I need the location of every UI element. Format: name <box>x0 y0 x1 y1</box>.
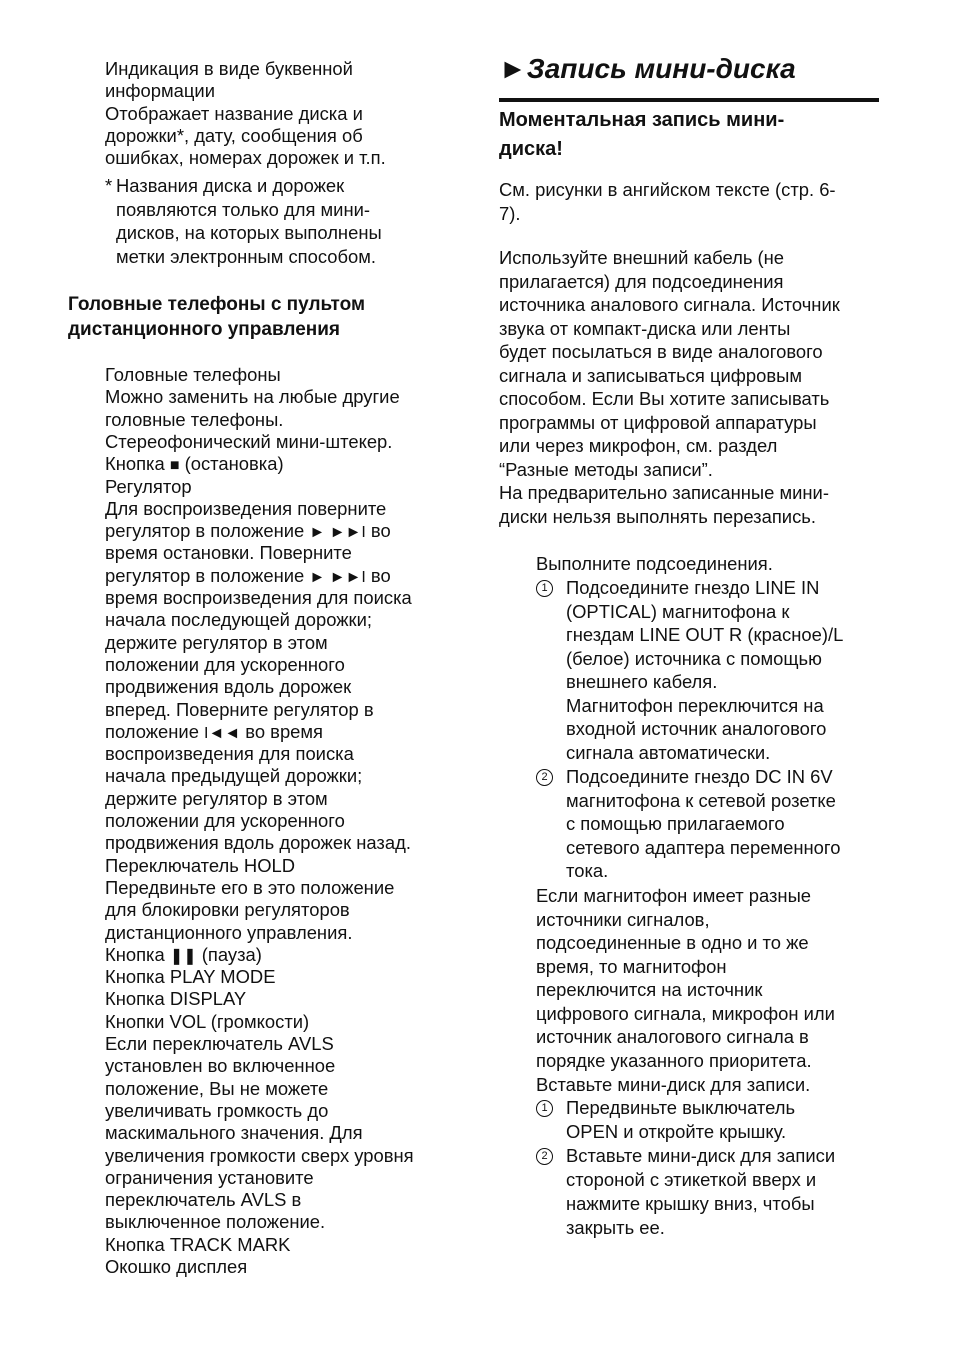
body-line: На предварительно записанные мини- <box>499 482 829 503</box>
step-title: Выполните подсоединения. <box>536 553 773 574</box>
line-text: Переключатель HOLD <box>105 854 296 876</box>
body-line: прилагается) для подсоединения <box>499 270 784 292</box>
headphones-text-line <box>105 1078 328 1100</box>
note-line: цифрового сигнала, микрофон или <box>536 1002 835 1024</box>
line-text: увеличивать громкость до <box>105 1099 329 1121</box>
see-figures-line: 7). <box>499 203 521 224</box>
line-text: регулятор в положение <box>105 564 310 586</box>
control-symbol-icon: ■ <box>169 457 180 475</box>
line-text: время воспроизведения для поиска <box>105 587 412 608</box>
substep-line: внешнего кабеля. <box>566 671 718 692</box>
footnote-mark: * <box>105 175 113 196</box>
body-line: Используйте внешний кабель (не <box>499 247 785 268</box>
headphones-text-line <box>105 899 350 921</box>
footnote-line: дисков, на которых выполнены <box>116 222 382 243</box>
line-text: начала предыдущей дорожки; <box>105 765 363 787</box>
body-line: сигнала и записываться цифровым <box>499 364 802 386</box>
substep-line: Подсоедините гнездо LINE IN <box>566 577 820 598</box>
step-number-icon: 2 <box>536 769 553 786</box>
headphones-text-line <box>105 1100 328 1122</box>
line-text: Кнопки VOL (громкости) <box>105 1010 310 1032</box>
line-text: Можно заменить на любые другие <box>105 386 400 408</box>
headphones-text-line <box>105 364 281 386</box>
line-text: Окошко дисплея <box>105 1256 248 1277</box>
line-text: Регулятор <box>105 475 192 497</box>
line-text: Кнопка <box>105 943 170 965</box>
body-line: или через микрофон, см. раздел <box>499 435 778 456</box>
headphones-text-line <box>105 832 411 854</box>
line-text: во время <box>240 720 324 742</box>
line-text: головные телефоны. <box>105 408 284 430</box>
line-text: (пауза) <box>196 943 262 965</box>
headphones-text-line <box>105 409 283 431</box>
headphones-text-line <box>105 988 246 1010</box>
play-arrow-icon: ► <box>499 53 527 84</box>
line-text: маскимального значения. Для <box>105 1122 363 1144</box>
display-text-line: Индикация в виде буквенной <box>105 58 353 79</box>
headphones-text-line <box>105 676 351 698</box>
section-title <box>499 52 796 86</box>
substep-line: стороной с этикеткой вверх и <box>566 1169 817 1190</box>
substep-line: (OPTICAL) магнитофона к <box>566 600 790 622</box>
substep-line: Вставьте мини-диск для записи <box>566 1145 836 1166</box>
see-figures-line: См. рисунки в ангийском тексте (стр. 6- <box>499 179 836 200</box>
display-text-line: Отображает название диска и <box>105 102 363 124</box>
headphones-text-line <box>105 1145 414 1167</box>
footnote-line: метки электронным способом. <box>116 245 376 267</box>
line-text: положении для ускоренного <box>105 810 345 831</box>
headphones-text-line <box>105 1189 301 1211</box>
subheading: Моментальная запись мини- <box>499 109 785 131</box>
line-text: регулятор в положение <box>105 520 310 542</box>
line-text: Кнопка <box>105 453 170 475</box>
note-line: порядке указанного приоритета. <box>536 1049 812 1071</box>
line-text: продвижения вдоль дорожек <box>105 676 352 698</box>
line-text: во <box>365 564 391 586</box>
body-line: способом. Если Вы хотите записывать <box>499 388 830 409</box>
substep-line: нажмите крышку вниз, чтобы <box>566 1193 815 1214</box>
headphones-text-line <box>105 609 372 631</box>
headphones-text-line <box>105 743 354 765</box>
line-text: установлен во включенное <box>105 1055 336 1077</box>
line-text: продвижения вдоль дорожек назад. <box>105 832 411 854</box>
line-text: Кнопка DISPLAY <box>105 988 247 1010</box>
headphones-text-line <box>105 498 386 520</box>
note-line: источники сигналов, <box>536 908 710 930</box>
substep-line: сетевого адаптера переменного <box>566 836 841 858</box>
substep-line: OPEN и откройте крышку. <box>566 1121 787 1142</box>
headphones-text-line <box>105 966 275 988</box>
body-line: звука от компакт-диска или ленты <box>499 317 791 339</box>
headphones-text-line <box>105 944 262 968</box>
substep-line: сигнала автоматически. <box>566 741 771 763</box>
subheading: диска! <box>499 138 563 160</box>
control-symbol-icon: ❚❚ <box>169 947 197 965</box>
headphones-text-line <box>105 476 192 498</box>
line-text: воспроизведения для поиска <box>105 743 354 765</box>
substep-line: Передвиньте выключатель <box>566 1097 796 1118</box>
display-text-line: ошибках, номерах дорожек и т.п. <box>105 147 386 169</box>
control-symbol-icon: ► ►►I <box>309 524 366 542</box>
line-text: (остановка) <box>179 453 284 475</box>
line-text: увеличения громкости сверх уровня <box>105 1144 414 1166</box>
headphones-text-line <box>105 1122 363 1144</box>
headphones-text-line <box>105 922 352 944</box>
footnote-line: Названия диска и дорожек <box>116 175 345 196</box>
substep-line: тока. <box>566 860 609 881</box>
substep-line: магнитофона к сетевой розетке <box>566 789 836 811</box>
body-line: программы от цифровой аппаратуры <box>499 411 817 433</box>
headphones-text-line <box>105 788 328 810</box>
footnote-line: появляются только для мини- <box>116 198 370 220</box>
control-symbol-icon: ► ►►I <box>309 568 366 586</box>
line-text: вперед. Поверните регулятор в <box>105 698 374 720</box>
display-text-line: дорожки*, дату, сообщения об <box>105 124 363 146</box>
note-line: источник аналогового сигнала в <box>536 1026 809 1047</box>
body-line: источника аналового сигнала. Источник <box>499 294 840 315</box>
substep-line: гнездам LINE OUT R (красное)/L <box>566 624 844 645</box>
headphones-text-line <box>105 565 391 589</box>
line-text: Для воспроизведения поверните <box>105 497 387 519</box>
substep-line: закрыть ее. <box>566 1217 665 1238</box>
headphones-text-line <box>105 1211 325 1233</box>
line-text: Передвиньте его в это положение <box>105 876 395 898</box>
section-title-text: Запись мини-диска <box>526 53 796 84</box>
headphones-text-line <box>105 1256 247 1278</box>
substep-line: Подсоедините гнездо DC IN 6V <box>566 766 833 787</box>
headphones-heading: Головные телефоны с пультом <box>68 294 366 315</box>
headphones-text-line <box>105 431 392 453</box>
headphones-text-line <box>105 1167 314 1189</box>
note-line: Если магнитофон имеет разные <box>536 885 812 906</box>
line-text: начала последующей дорожки; <box>105 609 372 631</box>
line-text: положение <box>105 720 205 742</box>
headphones-text-line <box>105 699 374 721</box>
line-text: во <box>365 520 391 542</box>
step-number-icon: 1 <box>536 1100 553 1117</box>
note-line: переключится на источник <box>536 979 763 1000</box>
headphones-text-line <box>105 386 400 408</box>
line-text: для блокировки регуляторов <box>105 899 350 921</box>
headphones-text-line <box>105 632 328 654</box>
substep-line: (белое) источника с помощью <box>566 647 822 669</box>
title-rule <box>499 98 879 102</box>
body-line: будет посылаться в виде аналогового <box>499 341 823 362</box>
line-text: Кнопка TRACK MARK <box>105 1233 291 1255</box>
headphones-text-line <box>105 1234 290 1256</box>
headphones-text-line <box>105 542 352 564</box>
line-text: дистанционного управления. <box>105 921 353 943</box>
step-number-icon: 1 <box>536 580 553 597</box>
headphones-text-line <box>105 765 362 787</box>
headphones-text-line <box>105 877 394 899</box>
line-text: выключенное положение. <box>105 1211 326 1233</box>
line-text: положение, Вы не можете <box>105 1077 329 1099</box>
body-line: диски нельзя выполнять перезапись. <box>499 505 816 527</box>
display-text-line: информации <box>105 80 215 102</box>
headphones-text-line <box>105 1033 334 1055</box>
headphones-text-line <box>105 520 391 544</box>
line-text: Стереофонический мини-штекер. <box>105 430 393 452</box>
headphones-text-line <box>105 1055 335 1077</box>
headphones-heading: дистанционного управления <box>68 319 341 340</box>
headphones-text-line <box>105 587 412 609</box>
step-title: Вставьте мини-диск для записи. <box>536 1074 811 1095</box>
line-text: ограничения установите <box>105 1166 314 1188</box>
line-text: Кнопка PLAY MODE <box>105 966 276 988</box>
note-line: подсоединенные в одно и то же <box>536 932 809 953</box>
headphones-text-line <box>105 1011 309 1033</box>
substep-line: входной источник аналогового <box>566 718 827 739</box>
headphones-text-line <box>105 855 295 877</box>
note-line: время, то магнитофон <box>536 955 727 977</box>
body-line: “Разные методы записи”. <box>499 458 713 480</box>
headphones-text-line <box>105 654 345 676</box>
headphones-text-line <box>105 721 323 745</box>
control-symbol-icon: I◄◄ <box>204 724 241 742</box>
line-text: держите регулятор в этом <box>105 787 328 809</box>
line-text: переключатель AVLS в <box>105 1189 302 1211</box>
line-text: Головные телефоны <box>105 364 281 385</box>
step-number-icon: 2 <box>536 1148 553 1165</box>
headphones-text-line <box>105 453 284 477</box>
substep-line: Магнитофон переключится на <box>566 694 824 716</box>
line-text: время остановки. Поверните <box>105 542 352 564</box>
line-text: держите регулятор в этом <box>105 631 328 653</box>
line-text: Если переключатель AVLS <box>105 1033 334 1054</box>
substep-line: с помощью прилагаемого <box>566 813 785 834</box>
headphones-text-line <box>105 810 345 832</box>
line-text: положении для ускоренного <box>105 653 345 675</box>
